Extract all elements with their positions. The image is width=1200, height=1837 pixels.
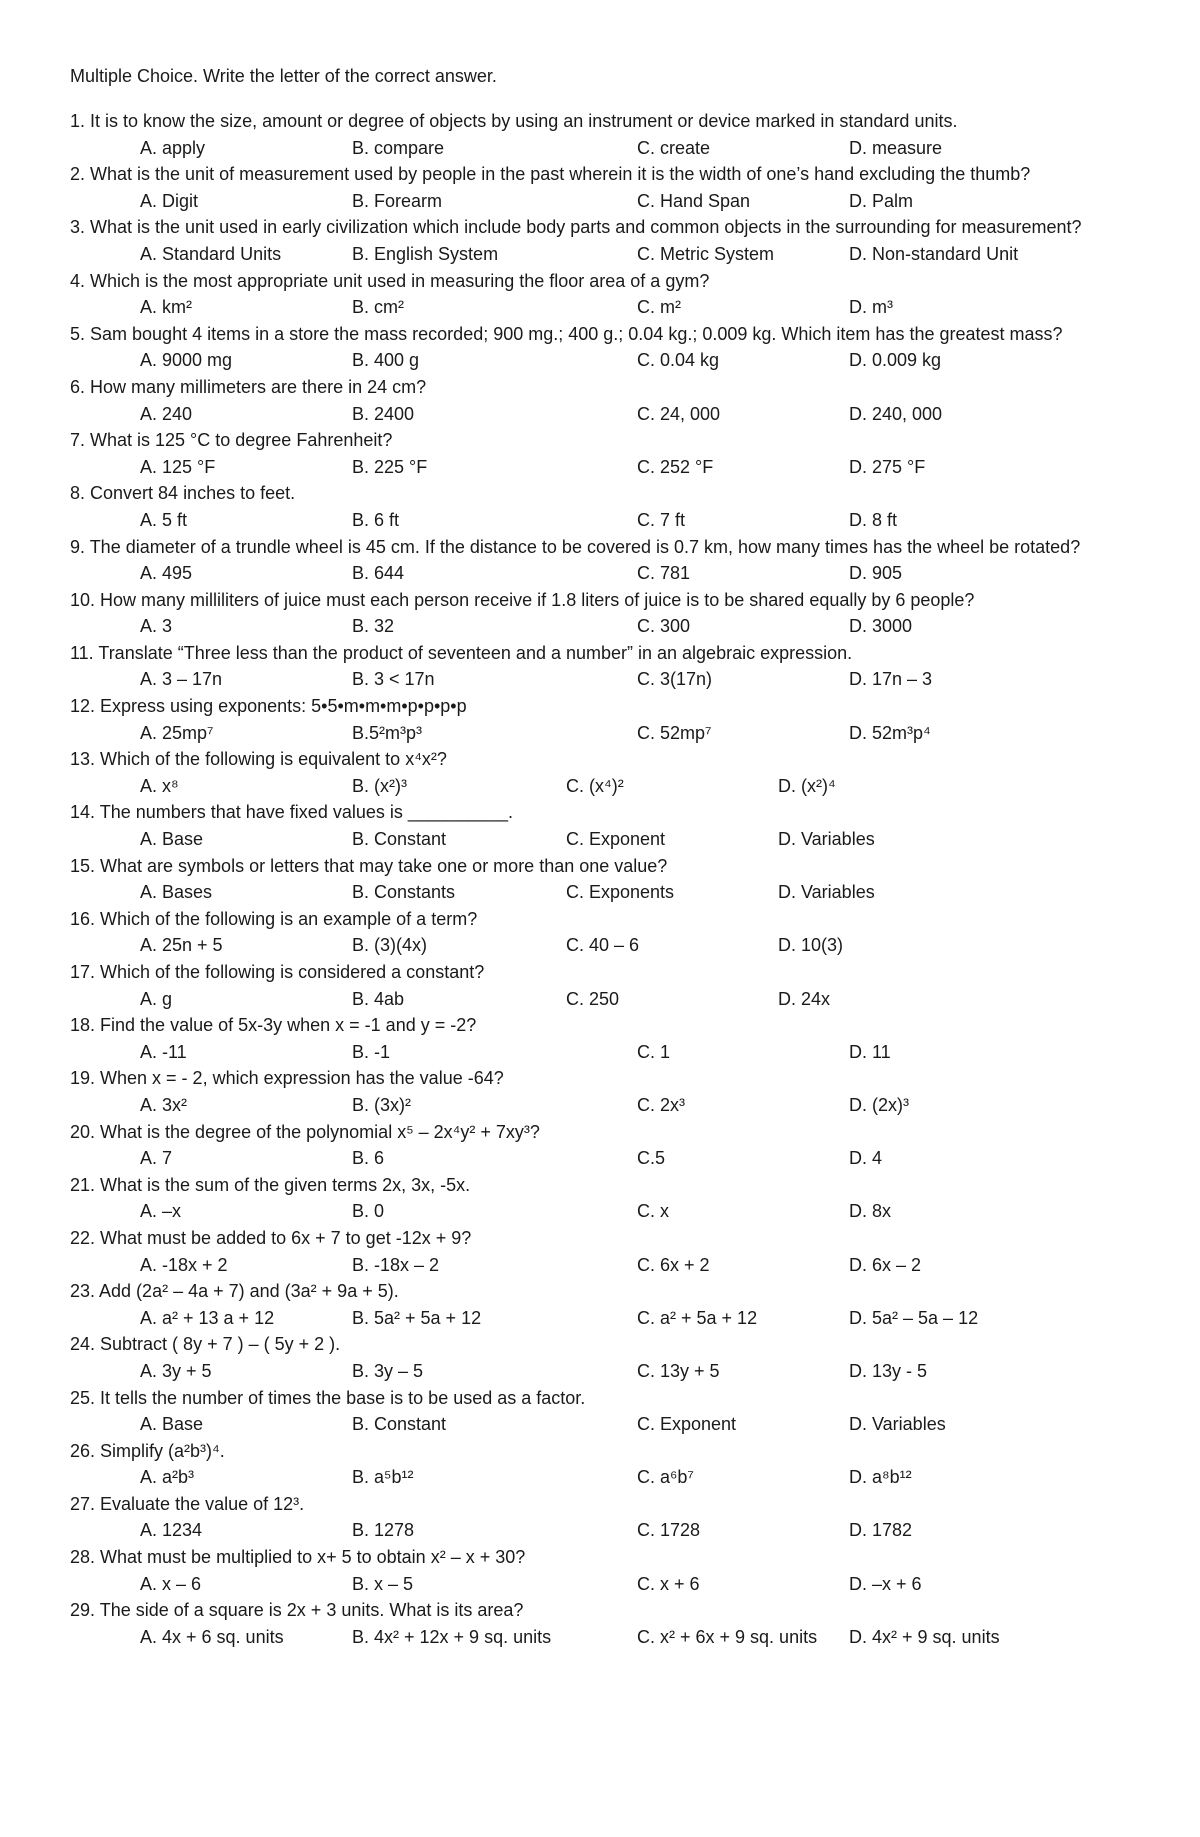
- option-a: A. g: [140, 988, 173, 1009]
- option-b: B. Constant: [352, 829, 447, 850]
- question-text: 28. What must be multiplied to x+ 5 to obtain x² – x + 30?: [70, 1547, 526, 1568]
- answer-options: [70, 826, 1150, 853]
- answer-options: [70, 932, 1150, 959]
- option-d: D. –x + 6: [849, 1573, 922, 1594]
- question-item: [70, 853, 1150, 906]
- option-b: B. 225 °F: [352, 456, 428, 477]
- question-text: 25. It tells the number of times the base is to be used as a factor.: [70, 1387, 586, 1408]
- question-item: [70, 1065, 1150, 1118]
- option-d: D. (x²)⁴: [778, 775, 836, 796]
- question-item: [70, 374, 1150, 427]
- option-b: B. 6: [352, 1148, 385, 1169]
- question-text: 22. What must be added to 6x + 7 to get -12x + 9?: [70, 1227, 472, 1248]
- option-d: D. 240, 000: [849, 403, 943, 424]
- question-text: 15. What are symbols or letters that may take one or more than one value?: [70, 855, 668, 876]
- question-text: 9. The diameter of a trundle wheel is 45 cm. If the distance to be covered is 0.7 km, how many times has the wheel be rotated?: [70, 536, 1081, 557]
- option-c: C. m²: [637, 297, 681, 318]
- option-a: A. 125 °F: [140, 456, 216, 477]
- answer-options: [70, 1624, 1150, 1651]
- question-text: 14. The numbers that have fixed values is __________.: [70, 802, 513, 823]
- option-c: C. x: [637, 1201, 670, 1222]
- answer-options: [70, 1198, 1150, 1225]
- option-d: D. 4x² + 9 sq. units: [849, 1626, 1000, 1647]
- option-b: B. 1278: [352, 1520, 415, 1541]
- option-d: D. 8x: [849, 1201, 892, 1222]
- answer-options: [70, 613, 1150, 640]
- option-b: B. -18x – 2: [352, 1254, 440, 1275]
- answer-options: [70, 1145, 1150, 1172]
- option-b: B. 6 ft: [352, 509, 400, 530]
- option-a: A. 5 ft: [140, 509, 188, 530]
- option-d: D. 3000: [849, 616, 913, 637]
- answer-options: [70, 188, 1150, 215]
- question-text: 23. Add (2a² – 4a + 7) and (3a² + 9a + 5).: [70, 1281, 399, 1302]
- option-a: A. 3 – 17n: [140, 669, 223, 690]
- question-item: [70, 746, 1150, 799]
- question-item: [70, 1544, 1150, 1597]
- question-item: [70, 214, 1150, 267]
- question-item: [70, 108, 1150, 161]
- answer-options: [70, 241, 1150, 268]
- question-text: 19. When x = - 2, which expression has the value -64?: [70, 1068, 504, 1089]
- option-c: C. a² + 5a + 12: [637, 1307, 758, 1328]
- option-b: B. 0: [352, 1201, 385, 1222]
- option-d: D. 8 ft: [849, 509, 898, 530]
- option-d: D. (2x)³: [849, 1094, 909, 1115]
- option-b: B. compare: [352, 137, 445, 158]
- option-a: A. -18x + 2: [140, 1254, 228, 1275]
- option-a: A. 3: [140, 616, 173, 637]
- option-c: C. 7 ft: [637, 509, 686, 530]
- option-c: C. x² + 6x + 9 sq. units: [637, 1626, 818, 1647]
- option-d: D. Variables: [778, 882, 875, 903]
- option-a: A. 25mp⁷: [140, 722, 214, 743]
- option-b: B. 2400: [352, 403, 415, 424]
- option-a: A. -11: [140, 1041, 187, 1062]
- option-c: C. (x⁴)²: [566, 775, 624, 796]
- option-c: C. 0.04 kg: [637, 350, 720, 371]
- question-text: 7. What is 125 °C to degree Fahrenheit?: [70, 430, 393, 451]
- question-item: [70, 1597, 1150, 1650]
- option-c: C. 13y + 5: [637, 1360, 720, 1381]
- question-text: 26. Simplify (a²b³)⁴.: [70, 1440, 225, 1461]
- question-item: [70, 1385, 1150, 1438]
- option-c: C. 3(17n): [637, 669, 713, 690]
- option-b: B. -1: [352, 1041, 391, 1062]
- option-d: D. 24x: [778, 988, 831, 1009]
- answer-options: [70, 986, 1150, 1013]
- option-c: C. 1728: [637, 1520, 701, 1541]
- option-c: C. 24, 000: [637, 403, 721, 424]
- answer-options: [70, 1252, 1150, 1279]
- question-list: [70, 108, 1150, 1650]
- option-a: A. 240: [140, 403, 193, 424]
- question-item: [70, 1331, 1150, 1384]
- option-a: A. 495: [140, 563, 193, 584]
- option-d: D. 52m³p⁴: [849, 722, 931, 743]
- option-d: D. 10(3): [778, 935, 844, 956]
- option-d: D. Non-standard Unit: [849, 243, 1019, 264]
- question-item: [70, 1491, 1150, 1544]
- option-c: C. 6x + 2: [637, 1254, 710, 1275]
- option-b: B. 4x² + 12x + 9 sq. units: [352, 1626, 552, 1647]
- option-a: A. Digit: [140, 190, 199, 211]
- option-d: D. 905: [849, 563, 903, 584]
- option-b: B. Constant: [352, 1414, 447, 1435]
- question-text: 20. What is the degree of the polynomial x⁵ – 2x⁴y² + 7xy³?: [70, 1121, 540, 1142]
- option-b: B. (x²)³: [352, 775, 407, 796]
- option-c: C. Exponent: [637, 1414, 737, 1435]
- option-a: A. 7: [140, 1148, 173, 1169]
- option-c: C. 52mp⁷: [637, 722, 712, 743]
- question-text: 6. How many millimeters are there in 24 cm?: [70, 376, 427, 397]
- answer-options: [70, 454, 1150, 481]
- option-c: C. Hand Span: [637, 190, 751, 211]
- option-d: D. 275 °F: [849, 456, 926, 477]
- option-a: A. x⁸: [140, 775, 179, 796]
- answer-options: [70, 720, 1150, 747]
- question-item: [70, 427, 1150, 480]
- option-b: B. 3 < 17n: [352, 669, 435, 690]
- option-b: B. 3y – 5: [352, 1360, 424, 1381]
- option-d: D. 6x – 2: [849, 1254, 922, 1275]
- option-c: C. Exponents: [566, 882, 675, 903]
- question-text: 12. Express using exponents: 5•5•m•m•m•p•p•p•p: [70, 696, 467, 717]
- answer-options: [70, 401, 1150, 428]
- question-item: [70, 1012, 1150, 1065]
- option-b: B. (3x)²: [352, 1094, 412, 1115]
- option-d: D. 13y - 5: [849, 1360, 928, 1381]
- question-text: 21. What is the sum of the given terms 2x, 3x, -5x.: [70, 1174, 471, 1195]
- question-item: [70, 321, 1150, 374]
- question-item: [70, 1172, 1150, 1225]
- option-a: A. Base: [140, 1414, 204, 1435]
- question-text: 11. Translate “Three less than the product of seventeen and a number” in an algebraic expression.: [70, 642, 853, 663]
- question-text: 13. Which of the following is equivalent to x⁴x²?: [70, 749, 447, 770]
- answer-options: [70, 666, 1150, 693]
- option-a: A. Bases: [140, 882, 213, 903]
- option-d: D. 17n – 3: [849, 669, 933, 690]
- answer-options: [70, 507, 1150, 534]
- question-item: [70, 906, 1150, 959]
- question-item: [70, 1119, 1150, 1172]
- option-b: B. English System: [352, 243, 499, 264]
- option-c: C. Exponent: [566, 829, 666, 850]
- option-b: B. 644: [352, 563, 405, 584]
- option-b: B.5²m³p³: [352, 722, 423, 743]
- answer-options: [70, 1411, 1150, 1438]
- instructions-heading: Multiple Choice. Write the letter of the correct answer.: [70, 66, 497, 86]
- question-text: 17. Which of the following is considered a constant?: [70, 962, 485, 982]
- option-d: D. m³: [849, 297, 893, 318]
- question-text: 29. The side of a square is 2x + 3 units. What is its area?: [70, 1600, 524, 1621]
- option-c: C. x + 6: [637, 1573, 700, 1594]
- option-c: C. 781: [637, 563, 691, 584]
- answer-options: [70, 294, 1150, 321]
- option-b: B. Forearm: [352, 190, 443, 211]
- option-b: B. 400 g: [352, 350, 420, 371]
- question-text: 18. Find the value of 5x-3y when x = -1 and y = -2?: [70, 1015, 477, 1036]
- option-d: D. 1782: [849, 1520, 913, 1541]
- option-a: A. Base: [140, 829, 204, 850]
- option-d: D. 5a² – 5a – 12: [849, 1307, 979, 1328]
- option-a: A. 9000 mg: [140, 350, 233, 371]
- question-item: [70, 640, 1150, 693]
- option-c: C. 252 °F: [637, 456, 714, 477]
- option-c: C. 1: [637, 1041, 671, 1062]
- option-a: A. 3y + 5: [140, 1360, 212, 1381]
- option-a: A. 4x + 6 sq. units: [140, 1626, 284, 1647]
- question-item: [70, 1225, 1150, 1278]
- question-item: [70, 480, 1150, 533]
- option-d: D. 4: [849, 1148, 883, 1169]
- option-b: B. 32: [352, 616, 395, 637]
- option-b: B. 5a² + 5a + 12: [352, 1307, 482, 1328]
- option-a: A. Standard Units: [140, 243, 282, 264]
- option-a: A. 25n + 5: [140, 935, 223, 956]
- option-a: A. km²: [140, 297, 192, 318]
- option-b: B. cm²: [352, 297, 404, 318]
- question-item: [70, 693, 1150, 746]
- option-c: C. 2x³: [637, 1094, 686, 1115]
- answer-options: [70, 347, 1150, 374]
- option-d: D. a⁸b¹²: [849, 1467, 912, 1488]
- question-item: [70, 161, 1150, 214]
- answer-options: [70, 1039, 1150, 1066]
- answer-options: [70, 1464, 1150, 1491]
- option-c: C. 40 – 6: [566, 935, 640, 956]
- option-d: D. measure: [849, 137, 943, 158]
- answer-options: [70, 1517, 1150, 1544]
- question-item: [70, 1438, 1150, 1491]
- answer-options: [70, 1571, 1150, 1598]
- question-text: 5. Sam bought 4 items in a store the mass recorded; 900 mg.; 400 g.; 0.04 kg.; 0.009 kg. Which item has the greatest mass?: [70, 323, 1063, 344]
- question-text: 2. What is the unit of measurement used by people in the past wherein it is the width of one’s hand excluding the thumb?: [70, 164, 1031, 185]
- question-item: [70, 959, 1150, 1012]
- question-item: [70, 799, 1150, 852]
- option-c: C.5: [637, 1148, 666, 1169]
- option-a: A. apply: [140, 137, 206, 158]
- question-text: 24. Subtract ( 8y + 7 ) – ( 5y + 2 ).: [70, 1334, 341, 1355]
- option-d: D. Palm: [849, 190, 914, 211]
- option-b: B. a⁵b¹²: [352, 1467, 414, 1488]
- option-b: B. Constants: [352, 882, 456, 903]
- question-text: 27. Evaluate the value of 12³.: [70, 1493, 305, 1514]
- answer-options: [70, 879, 1150, 906]
- option-c: C. a⁶b⁷: [637, 1467, 694, 1488]
- question-item: [70, 534, 1150, 587]
- option-a: A. a²b³: [140, 1467, 195, 1488]
- option-c: C. 250: [566, 988, 620, 1009]
- option-d: D. Variables: [778, 829, 875, 850]
- question-text: 10. How many milliliters of juice must each person receive if 1.8 liters of juice is to be shared equally by 6 people?: [70, 589, 975, 610]
- option-c: C. create: [637, 137, 711, 158]
- option-d: D. Variables: [849, 1414, 946, 1435]
- option-a: A. 1234: [140, 1520, 203, 1541]
- option-a: A. 3x²: [140, 1094, 188, 1115]
- question-text: 1. It is to know the size, amount or degree of objects by using an instrument or device marked in standard units.: [70, 111, 958, 131]
- option-a: A. –x: [140, 1201, 182, 1222]
- answer-options: [70, 135, 1150, 162]
- question-item: [70, 587, 1150, 640]
- answer-options: [70, 773, 1150, 800]
- question-item: [70, 1278, 1150, 1331]
- option-c: C. 300: [637, 616, 691, 637]
- answer-options: [70, 1358, 1150, 1385]
- worksheet-page: [70, 62, 1150, 1650]
- option-b: B. x – 5: [352, 1573, 414, 1594]
- option-c: C. Metric System: [637, 243, 775, 264]
- option-d: D. 0.009 kg: [849, 350, 942, 371]
- question-text: 3. What is the unit used in early civilization which include body parts and common objects in the surrounding for measurement?: [70, 217, 1082, 238]
- question-item: [70, 268, 1150, 321]
- question-text: 8. Convert 84 inches to feet.: [70, 483, 296, 504]
- option-a: A. x – 6: [140, 1573, 202, 1594]
- question-text: 16. Which of the following is an example of a term?: [70, 908, 478, 929]
- question-text: 4. Which is the most appropriate unit used in measuring the floor area of a gym?: [70, 270, 710, 291]
- option-b: B. 4ab: [352, 988, 405, 1009]
- option-b: B. (3)(4x): [352, 935, 428, 956]
- option-a: A. a² + 13 a + 12: [140, 1307, 275, 1328]
- answer-options: [70, 560, 1150, 587]
- answer-options: [70, 1305, 1150, 1332]
- answer-options: [70, 1092, 1150, 1119]
- option-d: D. 11: [849, 1041, 891, 1062]
